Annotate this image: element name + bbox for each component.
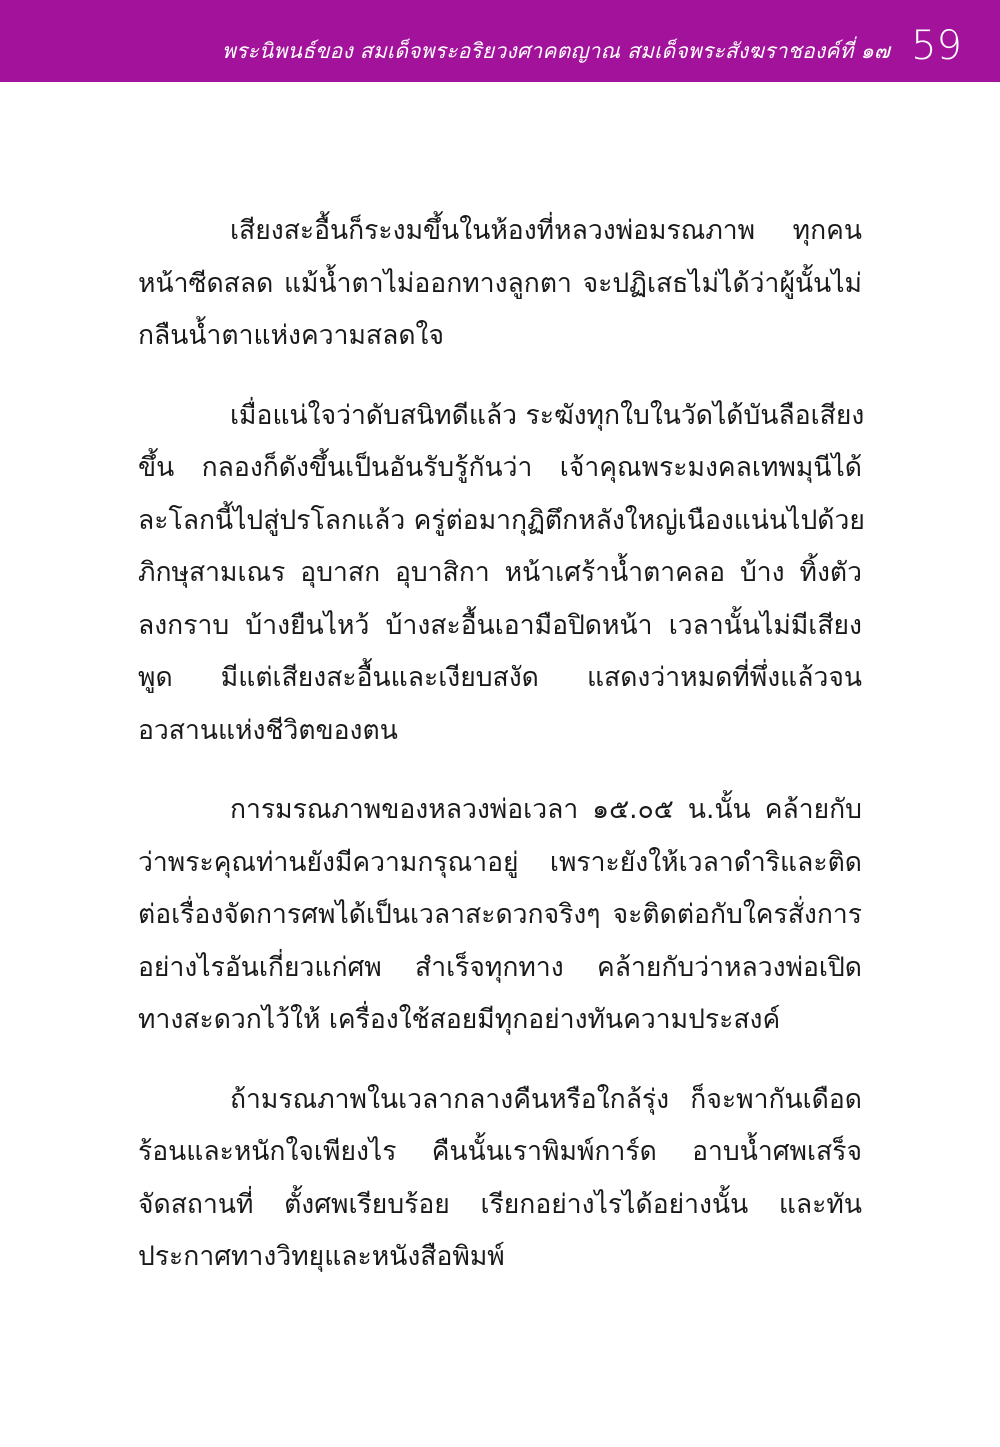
- paragraph-4: [138, 1074, 862, 1284]
- text-line: ละโลกนี้ไปสู่ปรโลกแล้ว ครู่ต่อมากุฏิตึกหลังใหญ่เนืองแน่นไปด้วย: [138, 504, 865, 536]
- text-line: ลงกราบ บ้างยืนไหว้ บ้างสะอื้นเอามือปิดหน้า เวลานั้นไม่มีเสียง: [138, 609, 862, 641]
- paragraph-2: [138, 390, 865, 758]
- text-line: ต่อเรื่องจัดการศพได้เป็นเวลาสะดวกจริงๆ จะติดต่อกับใครสั่งการ: [138, 899, 862, 930]
- text-line: เสียงสะอื้นก็ระงมขึ้นในห้องที่หลวงพ่อมรณภาพ ทุกคน: [230, 215, 862, 246]
- text-line: ประกาศทางวิทยุและหนังสือพิมพ์: [138, 1241, 505, 1272]
- text-line: ว่าพระคุณท่านยังมีความกรุณาอยู่ เพราะยังให้เวลาดำริและติด: [138, 846, 862, 878]
- header-bar: [0, 0, 1000, 82]
- body-text: [138, 205, 865, 1311]
- text-line: ร้อนและหนักใจเพียงไร คืนนั้นเราพิมพ์การ์ด อาบน้ำศพเสร็จ: [138, 1136, 862, 1167]
- text-line: หน้าซีดสลด แม้น้ำตาไม่ออกทางลูกตา จะปฏิเสธไม่ได้ว่าผู้นั้นไม่: [138, 267, 862, 299]
- text-line: ทางสะดวกไว้ให้ เครื่องใช้สอยมีทุกอย่างทันความประสงค์: [138, 1004, 781, 1035]
- text-line: ภิกษุสามเณร อุบาสก อุบาสิกา หน้าเศร้าน้ำตาคลอ บ้าง ทิ้งตัว: [138, 557, 862, 588]
- text-line: อวสานแห่งชีวิตของตน: [138, 714, 398, 746]
- text-line: จัดสถานที่ ตั้งศพเรียบร้อย เรียกอย่างไรได้อย่างนั้น และทัน: [138, 1188, 862, 1220]
- paragraph-3: [138, 784, 862, 1047]
- running-header-title: พระนิพนธ์ของ สมเด็จพระอริยวงศาคตญาณ สมเด็จพระสังฆราชองค์ที่ ๑๗: [221, 39, 890, 63]
- text-line: การมรณภาพของหลวงพ่อเวลา ๑๕.๐๕ น.นั้น คล้ายกับ: [230, 794, 862, 825]
- paragraph-1: [138, 205, 862, 363]
- text-line: พูด มีแต่เสียงสะอื้นและเงียบสงัด แสดงว่าหมดที่พึ่งแล้วจน: [138, 662, 862, 693]
- text-line: กลืนน้ำตาแห่งความสลดใจ: [138, 320, 445, 351]
- page-number: 59: [911, 23, 962, 69]
- text-line: เมื่อแน่ใจว่าดับสนิทดีแล้ว ระฆังทุกใบในวัดได้บันลือเสียง: [230, 399, 865, 431]
- text-line: ขึ้น กลองก็ดังขึ้นเป็นอันรับรู้กันว่า เจ้าคุณพระมงคลเทพมุนีได้: [138, 452, 862, 483]
- text-line: ถ้ามรณภาพในเวลากลางคืนหรือใกล้รุ่ง ก็จะพากันเดือด: [230, 1083, 862, 1115]
- text-line: อย่างไรอันเกี่ยวแก่ศพ สำเร็จทุกทาง คล้ายกับว่าหลวงพ่อเปิด: [138, 951, 862, 983]
